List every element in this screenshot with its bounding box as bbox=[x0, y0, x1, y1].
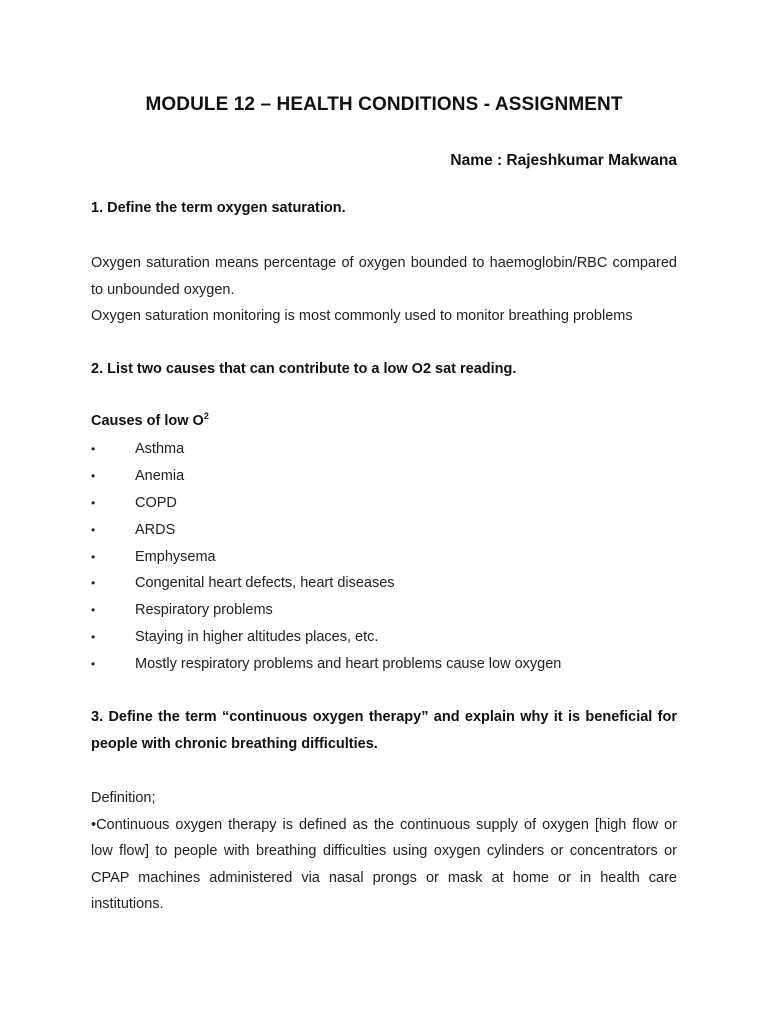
list-item bbox=[91, 624, 691, 651]
causes-heading-superscript: 2 bbox=[203, 411, 209, 421]
list-item-text: ARDS bbox=[135, 521, 176, 538]
causes-heading-text: Causes of low O bbox=[91, 413, 204, 429]
causes-heading bbox=[91, 411, 209, 429]
list-item bbox=[91, 490, 691, 517]
list-item bbox=[91, 651, 691, 678]
question-1: 1. Define the term oxygen saturation. bbox=[91, 200, 346, 216]
bullet-icon: • bbox=[91, 576, 96, 591]
answer-1-paragraph-1: Oxygen saturation means percentage of oxygen bounded to haemoglobin/RBC compared to unbounded oxygen. bbox=[91, 255, 677, 298]
list-item bbox=[91, 570, 691, 597]
definition-label: Definition; bbox=[91, 790, 156, 806]
bullet-icon: • bbox=[91, 522, 96, 537]
list-item-text: COPD bbox=[135, 494, 177, 511]
author-name: Name : Rajeshkumar Makwana bbox=[450, 152, 677, 169]
list-item-text: Emphysema bbox=[135, 548, 216, 565]
answer-1-paragraph-2: Oxygen saturation monitoring is most commonly used to monitor breathing problems bbox=[91, 308, 633, 324]
list-item-text: Mostly respiratory problems and heart problems cause low oxygen bbox=[135, 656, 562, 673]
list-item bbox=[91, 436, 691, 463]
list-item bbox=[91, 517, 691, 544]
definition-text: •Continuous oxygen therapy is defined as the continuous supply of oxygen [high flow or low flow] to people with breathing difficulties using oxygen cylinders or concentrators or CPAP machines administered via nasal prongs or mask at home or in health care institutions. bbox=[91, 816, 677, 912]
page-title: MODULE 12 – HEALTH CONDITIONS - ASSIGNMENT bbox=[145, 94, 623, 115]
list-item-text: Staying in higher altitudes places, etc. bbox=[135, 629, 379, 646]
list-item-text: Asthma bbox=[135, 441, 185, 457]
answer-3 bbox=[91, 785, 677, 918]
bullet-icon: • bbox=[91, 468, 96, 483]
bullet-icon: • bbox=[91, 630, 96, 645]
causes-list bbox=[91, 436, 691, 678]
bullet-icon: • bbox=[91, 549, 96, 564]
bullet-icon: • bbox=[91, 603, 96, 618]
bullet-icon: • bbox=[91, 657, 96, 672]
list-item-text: Congenital heart defects, heart diseases bbox=[135, 575, 395, 592]
list-item bbox=[91, 597, 691, 624]
bullet-icon: • bbox=[91, 495, 96, 510]
bullet-icon: • bbox=[91, 442, 96, 456]
list-item bbox=[91, 544, 691, 571]
list-item-text: Respiratory problems bbox=[135, 602, 273, 619]
answer-1 bbox=[91, 250, 677, 330]
question-3: 3. Define the term “continuous oxygen therapy” and explain why it is beneficial for people with chronic breathing difficulties. bbox=[91, 709, 677, 752]
list-item-text: Anemia bbox=[135, 467, 185, 484]
question-2: 2. List two causes that can contribute to a low O2 sat reading. bbox=[91, 361, 517, 377]
list-item bbox=[91, 463, 691, 490]
